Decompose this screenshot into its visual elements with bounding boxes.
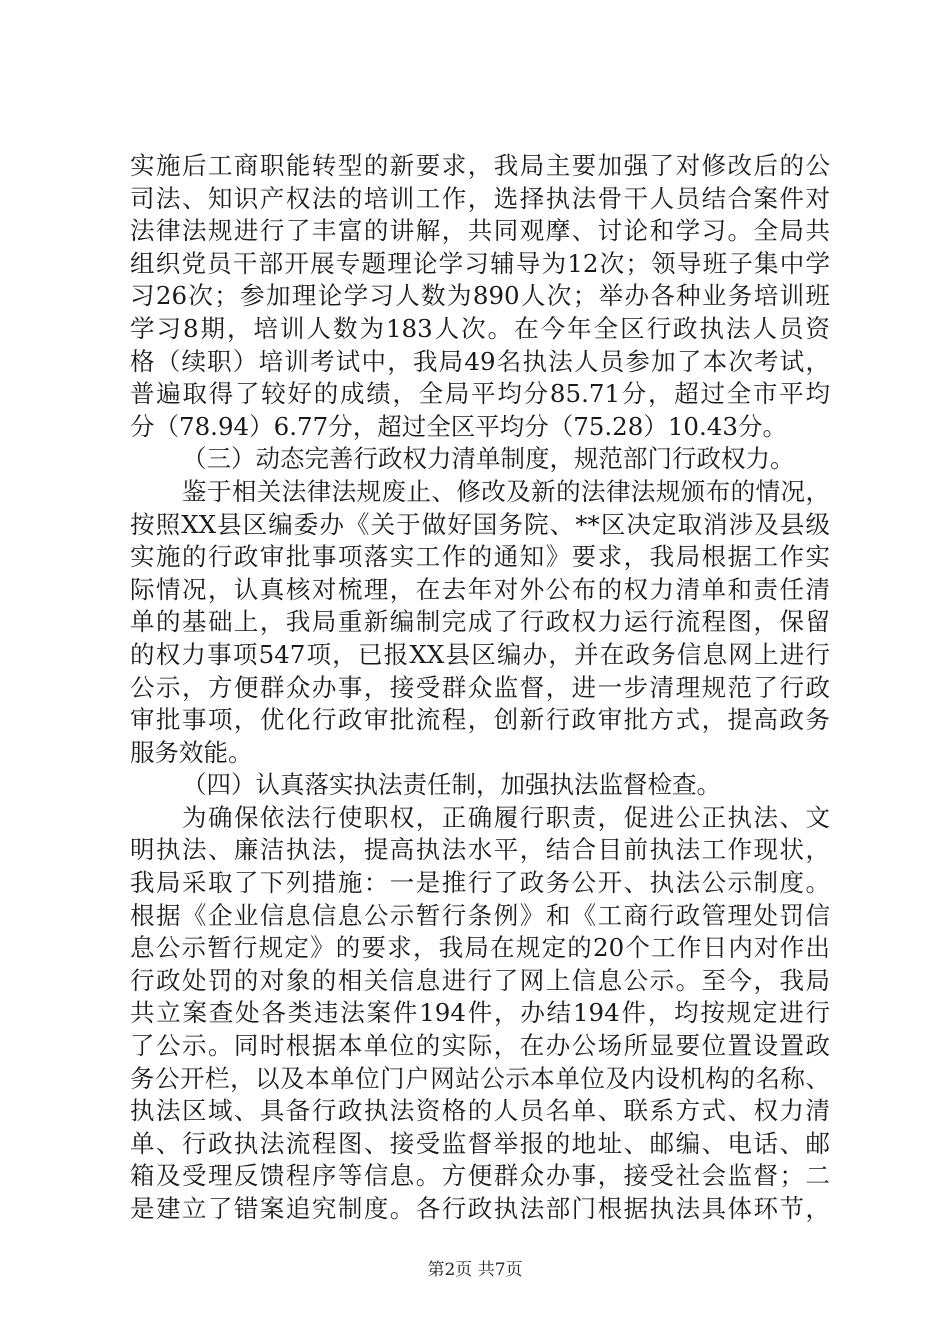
text-line: （三）动态完善行政权力清单制度，规范部门行政权力。 [182,444,795,474]
text-line: 按照XX县区编委办《关于做好国务院、**区决定取消涉及县级 [130,509,830,539]
text-line: 服务效能。 [130,737,253,767]
text-line: 执法区域、具备行政执法资格的人员名单、联系方式、权力清 [130,1096,830,1126]
text-line: 箱及受理反馈程序等信息。方便群众办事，接受社会监督；二 [130,1161,830,1191]
page-number: 第2页 共7页 [427,1260,523,1280]
text-line: 习26次；参加理论学习人数为890人次；举办各种业务培训班 [130,281,830,311]
text-line: 普遍取得了较好的成绩，全局平均分85.71分，超过全市平均 [130,379,830,409]
text-line: 单的基础上，我局重新编制完成了行政权力运行流程图，保留 [130,607,830,637]
text-line: （四）认真落实执法责任制，加强执法监督检查。 [182,770,721,800]
text-line: 行政处罚的对象的相关信息进行了网上信息公示。至今，我局 [130,965,830,995]
text-line: 的权力事项547项，已报XX县区编办，并在政务信息网上进行 [130,639,830,669]
text-line: 学习8期，培训人数为183人次。在今年全区行政执法人员资 [130,313,830,343]
text-line: 我局采取了下列措施：一是推行了政务公开、执法公示制度。 [130,868,830,898]
text-line: 法律法规进行了丰富的讲解，共同观摩、讨论和学习。全局共 [130,216,830,246]
text-line: 实施的行政审批事项落实工作的通知》要求，我局根据工作实 [130,542,830,572]
document-body [130,150,830,1226]
text-line: 了公示。同时根据本单位的实际，在办公场所显要位置设置政 [130,1031,830,1061]
text-line: 明执法、廉洁执法，提高执法水平，结合目前执法工作现状， [130,835,830,865]
text-line: 息公示暂行规定》的要求，我局在规定的20个工作日内对作出 [130,933,830,963]
text-line: 为确保依法行使职权，正确履行职责，促进公正执法、文 [182,802,830,832]
text-line: 鉴于相关法律法规废止、修改及新的法律法规颁布的情况， [182,476,830,506]
text-line: 际情况，认真核对梳理，在去年对外公布的权力清单和责任清 [130,574,830,604]
text-line: 实施后工商职能转型的新要求，我局主要加强了对修改后的公 [130,151,830,180]
text-line: 组织党员干部开展专题理论学习辅导为12次；领导班子集中学 [130,248,830,278]
text-line: 审批事项，优化行政审批流程，创新行政审批方式，提高政务 [130,705,830,735]
text-line: 根据《企业信息信息公示暂行条例》和《工商行政管理处罚信 [130,900,830,930]
text-line: 务公开栏，以及本单位门户网站公示本单位及内设机构的名称、 [130,1063,830,1093]
text-line: 分（78.94）6.77分，超过全区平均分（75.28）10.43分。 [130,411,787,441]
text-line: 格（续职）培训考试中，我局49名执法人员参加了本次考试， [130,346,830,376]
text-line: 公示，方便群众办事，接受群众监督，进一步清理规范了行政 [130,672,830,702]
text-line: 司法、知识产权法的培训工作，选择执法骨干人员结合案件对 [130,183,830,213]
text-line: 共立案查处各类违法案件194件，办结194件，均按规定进行 [130,998,830,1028]
page-footer [0,1255,950,1280]
text-line: 单、行政执法流程图、接受监督举报的地址、邮编、电话、邮 [130,1128,830,1158]
text-line: 是建立了错案追究制度。各行政执法部门根据执法具体环节， [130,1194,830,1223]
